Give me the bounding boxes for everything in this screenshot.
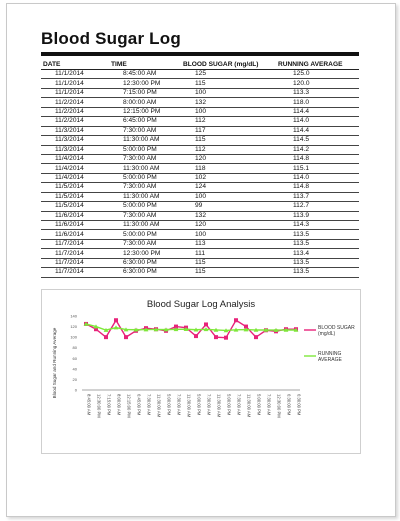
cell-date: 11/7/2014 [41,268,109,277]
column-header-running-average: RUNNING AVERAGE [276,61,359,70]
cell-running-average: 114.4 [276,126,359,135]
cell-date: 11/6/2014 [41,221,109,230]
cell-time: 11:30:00 AM [109,164,181,173]
cell-time: 5:00:00 PM [109,230,181,239]
cell-date: 11/5/2014 [41,192,109,201]
cell-time: 5:00:00 PM [109,145,181,154]
cell-running-average: 114.3 [276,221,359,230]
cell-running-average: 114.0 [276,117,359,126]
x-tick-label: 11:30:00 AM [186,394,192,418]
legend-label: RUNNING [318,351,342,357]
cell-blood-sugar: 111 [181,249,276,258]
cell-time: 12:30:00 PM [109,249,181,258]
legend-label: (mg/dL) [318,331,336,337]
cell-blood-sugar: 124 [181,183,276,192]
data-point [104,335,108,339]
cell-running-average: 113.5 [276,230,359,239]
data-point [194,334,198,338]
page-title: Blood Sugar Log [41,29,181,48]
x-tick-label: 7:30:00 AM [176,394,182,416]
cell-time: 11:30:00 AM [109,192,181,201]
cell-running-average: 125.0 [276,70,359,79]
table-row [41,88,359,97]
y-tick-label: 120 [70,324,77,330]
x-tick-label: 6:30:00 PM [286,394,292,416]
cell-time: 6:30:00 PM [109,258,181,267]
cell-blood-sugar: 117 [181,126,276,135]
x-tick-label: 5:00:00 PM [166,394,172,416]
data-point [224,336,228,340]
table-row [41,192,359,201]
cell-date: 11/4/2014 [41,164,109,173]
table-body [41,70,359,278]
x-tick-label: 12:15:00 PM [126,394,132,418]
cell-running-average: 114.4 [276,107,359,116]
cell-running-average: 114.8 [276,183,359,192]
cell-date: 11/4/2014 [41,173,109,182]
cell-running-average: 120.0 [276,79,359,88]
chart-title: Blood Sugar Log Analysis [146,299,256,310]
cell-date: 11/3/2014 [41,126,109,135]
x-tick-label: 12:30:00 PM [96,394,102,418]
y-tick-label: 60 [72,355,77,361]
cell-blood-sugar: 120 [181,221,276,230]
table-row [41,98,359,107]
x-tick-label: 7:30:00 AM [146,394,152,416]
cell-blood-sugar: 115 [181,268,276,277]
cell-date: 11/5/2014 [41,183,109,192]
x-tick-label: 7:30:00 AM [206,394,212,416]
cell-date: 11/7/2014 [41,258,109,267]
y-tick-label: 100 [70,334,77,340]
cell-running-average: 114.8 [276,154,359,163]
table-row [41,164,359,173]
cell-running-average: 118.0 [276,98,359,107]
title-rule [41,52,359,56]
cell-time: 5:00:00 PM [109,173,181,182]
table-row [41,107,359,116]
x-tick-label: 7:30:00 AM [236,394,242,416]
cell-running-average: 113.3 [276,88,359,97]
y-axis-label: Blood Sugar and Running Average [52,327,57,399]
legend-label: AVERAGE [318,357,342,363]
cell-date: 11/3/2014 [41,136,109,145]
x-tick-label: 5:00:00 PM [256,394,262,416]
data-point [124,335,128,339]
data-point [204,322,208,326]
cell-date: 11/2/2014 [41,98,109,107]
table-row [41,249,359,258]
table-row [41,79,359,88]
cell-blood-sugar: 99 [181,202,276,211]
table-row [41,239,359,248]
y-tick-label: 0 [74,387,77,393]
x-tick-label: 12:30:00 PM [276,394,282,418]
cell-date: 11/1/2014 [41,79,109,88]
table-row [41,126,359,135]
cell-running-average: 112.7 [276,202,359,211]
blood-sugar-table [41,61,359,278]
data-point [114,318,118,322]
cell-time: 7:30:00 AM [109,183,181,192]
x-tick-label: 8:00:00 AM [116,394,122,416]
cell-blood-sugar: 115 [181,258,276,267]
cell-blood-sugar: 118 [181,164,276,173]
x-tick-label: 11:30:00 AM [156,394,162,418]
cell-date: 11/5/2014 [41,202,109,211]
cell-blood-sugar: 112 [181,145,276,154]
cell-date: 11/1/2014 [41,70,109,79]
cell-blood-sugar: 132 [181,98,276,107]
y-tick-label: 140 [70,313,77,319]
cell-running-average: 115.1 [276,164,359,173]
table-row [41,202,359,211]
cell-blood-sugar: 102 [181,173,276,182]
table-row [41,258,359,267]
cell-time: 8:45:00 AM [109,70,181,79]
cell-blood-sugar: 132 [181,211,276,220]
cell-running-average: 113.9 [276,211,359,220]
x-tick-label: 6:45:00 PM [136,394,142,416]
y-tick-label: 20 [72,376,77,382]
blood-sugar-chart [41,289,361,454]
cell-time: 11:30:00 AM [109,136,181,145]
cell-date: 11/3/2014 [41,145,109,154]
cell-time: 8:00:00 AM [109,98,181,107]
table-row [41,221,359,230]
cell-date: 11/4/2014 [41,154,109,163]
cell-time: 6:30:00 PM [109,268,181,277]
table-row [41,173,359,182]
cell-running-average: 114.5 [276,136,359,145]
cell-running-average: 114.2 [276,145,359,154]
table-row [41,211,359,220]
data-point [234,318,238,322]
cell-running-average: 113.5 [276,239,359,248]
x-tick-label: 11:30:00 AM [216,394,222,418]
cell-blood-sugar: 100 [181,230,276,239]
x-tick-label: 7:15:00 PM [106,394,112,416]
table-row [41,136,359,145]
column-header-time: TIME [109,61,181,70]
table-row [41,70,359,79]
cell-time: 7:30:00 AM [109,239,181,248]
column-header-blood-sugar: BLOOD SUGAR (mg/dL) [181,61,276,70]
cell-date: 11/6/2014 [41,211,109,220]
cell-blood-sugar: 120 [181,154,276,163]
cell-date: 11/1/2014 [41,88,109,97]
cell-running-average: 114.0 [276,173,359,182]
table-row [41,145,359,154]
cell-date: 11/6/2014 [41,230,109,239]
x-tick-label: 8:45:00 AM [86,394,92,416]
chart-svg [42,290,360,453]
cell-time: 7:15:00 PM [109,88,181,97]
series-line-running-average [86,324,296,331]
cell-time: 12:30:00 PM [109,79,181,88]
cell-time: 7:30:00 AM [109,126,181,135]
column-header-date: DATE [41,61,109,70]
cell-date: 11/7/2014 [41,239,109,248]
cell-blood-sugar: 115 [181,79,276,88]
cell-running-average: 113.7 [276,192,359,201]
legend-label: BLOOD SUGAR [318,325,355,331]
cell-blood-sugar: 113 [181,239,276,248]
y-tick-label: 40 [72,366,77,372]
cell-running-average: 113.5 [276,258,359,267]
table-row [41,230,359,239]
y-tick-label: 80 [72,345,77,351]
cell-blood-sugar: 100 [181,88,276,97]
table-row [41,154,359,163]
table-row [41,183,359,192]
x-tick-label: 5:00:00 PM [196,394,202,416]
cell-date: 11/2/2014 [41,107,109,116]
cell-time: 6:45:00 PM [109,117,181,126]
cell-date: 11/2/2014 [41,117,109,126]
x-tick-label: 7:30:00 AM [266,394,272,416]
table-row [41,117,359,126]
cell-blood-sugar: 100 [181,192,276,201]
cell-blood-sugar: 125 [181,70,276,79]
data-point [214,335,218,339]
cell-time: 12:15:00 PM [109,107,181,116]
cell-blood-sugar: 100 [181,107,276,116]
cell-running-average: 113.5 [276,268,359,277]
cell-time: 7:30:00 AM [109,211,181,220]
data-point [254,335,258,339]
cell-time: 11:30:00 AM [109,221,181,230]
cell-blood-sugar: 115 [181,136,276,145]
cell-running-average: 113.4 [276,249,359,258]
cell-time: 5:00:00 PM [109,202,181,211]
cell-time: 7:30:00 AM [109,154,181,163]
table-header-row [41,61,359,70]
cell-blood-sugar: 112 [181,117,276,126]
x-tick-label: 5:00:00 PM [226,394,232,416]
cell-date: 11/7/2014 [41,249,109,258]
x-tick-label: 6:30:00 PM [296,394,302,416]
x-tick-label: 11:30:00 AM [246,394,252,418]
table-row [41,268,359,277]
